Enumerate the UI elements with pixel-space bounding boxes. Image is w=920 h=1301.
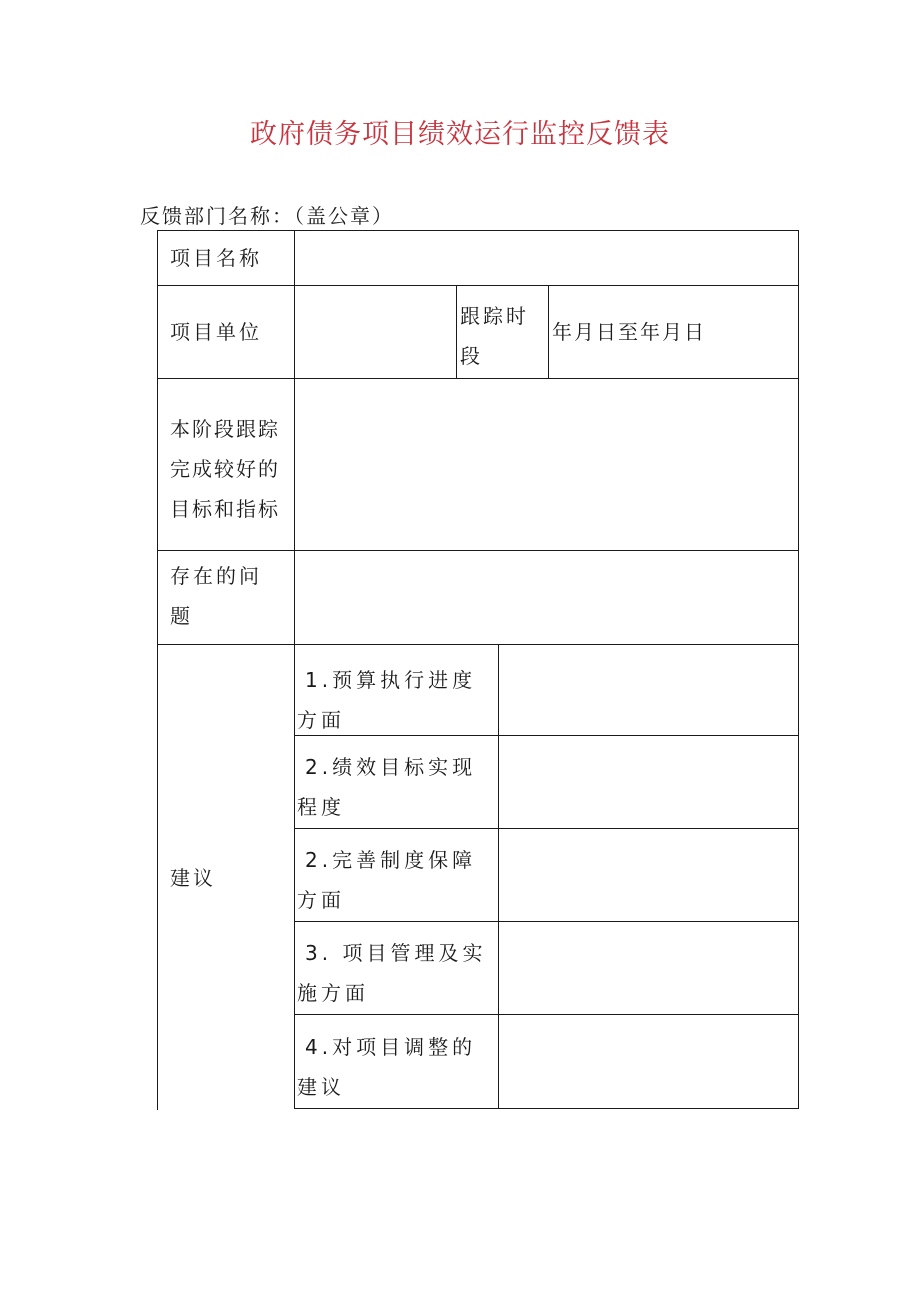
suggestion-item-performance-goals: 2.绩效目标实现程度 bbox=[297, 755, 477, 819]
table-border-bottom bbox=[294, 1108, 799, 1109]
suggestion-value-project-adjustment[interactable] bbox=[504, 1021, 792, 1101]
row-divider bbox=[157, 285, 799, 286]
unit-value-divider bbox=[456, 285, 457, 379]
good-targets-label: 本阶段跟踪完成较好的目标和指标 bbox=[170, 417, 280, 521]
suggestion-value-budget-progress[interactable] bbox=[504, 650, 792, 730]
suggestion-value-performance-goals[interactable] bbox=[504, 742, 792, 822]
form-title: 政府债务项目绩效运行监控反馈表 bbox=[250, 119, 670, 150]
project-name-label: 项目名称 bbox=[170, 246, 262, 270]
project-name-value[interactable] bbox=[300, 238, 790, 278]
issues-label: 存在的问题 bbox=[170, 564, 262, 628]
suggestion-item-project-management: 3. 项目管理及实施方面 bbox=[297, 941, 487, 1005]
suggestions-label: 建议 bbox=[170, 866, 216, 890]
tracking-period-label: 跟踪时段 bbox=[460, 304, 529, 368]
suggestion-divider bbox=[294, 828, 799, 829]
row-divider bbox=[157, 644, 799, 645]
suggestion-divider bbox=[294, 1014, 799, 1015]
tracking-period-value[interactable]: 年月日至年月日 bbox=[552, 320, 706, 344]
suggestion-value-project-management[interactable] bbox=[504, 928, 792, 1008]
row-divider bbox=[157, 550, 799, 551]
table-border-right bbox=[798, 230, 799, 1109]
table-border-top bbox=[157, 230, 799, 231]
issues-value[interactable] bbox=[300, 560, 790, 635]
suggestion-column-divider bbox=[498, 644, 499, 1109]
suggestion-divider bbox=[294, 921, 799, 922]
suggestion-item-system-guarantee: 2.完善制度保障方面 bbox=[297, 848, 477, 912]
table-border-left bbox=[157, 230, 158, 1110]
suggestion-item-budget-progress: 1.预算执行进度方面 bbox=[297, 668, 477, 732]
label-column-divider bbox=[294, 230, 295, 1109]
period-label-divider bbox=[548, 285, 549, 379]
project-unit-value[interactable] bbox=[300, 300, 450, 370]
good-targets-value[interactable] bbox=[300, 390, 790, 540]
suggestion-item-project-adjustment: 4.对项目调整的建议 bbox=[297, 1035, 477, 1099]
suggestion-value-system-guarantee[interactable] bbox=[504, 835, 792, 915]
project-unit-label: 项目单位 bbox=[170, 320, 262, 344]
department-label: 反馈部门名称：（盖公章） bbox=[140, 204, 394, 228]
row-divider bbox=[157, 378, 799, 379]
